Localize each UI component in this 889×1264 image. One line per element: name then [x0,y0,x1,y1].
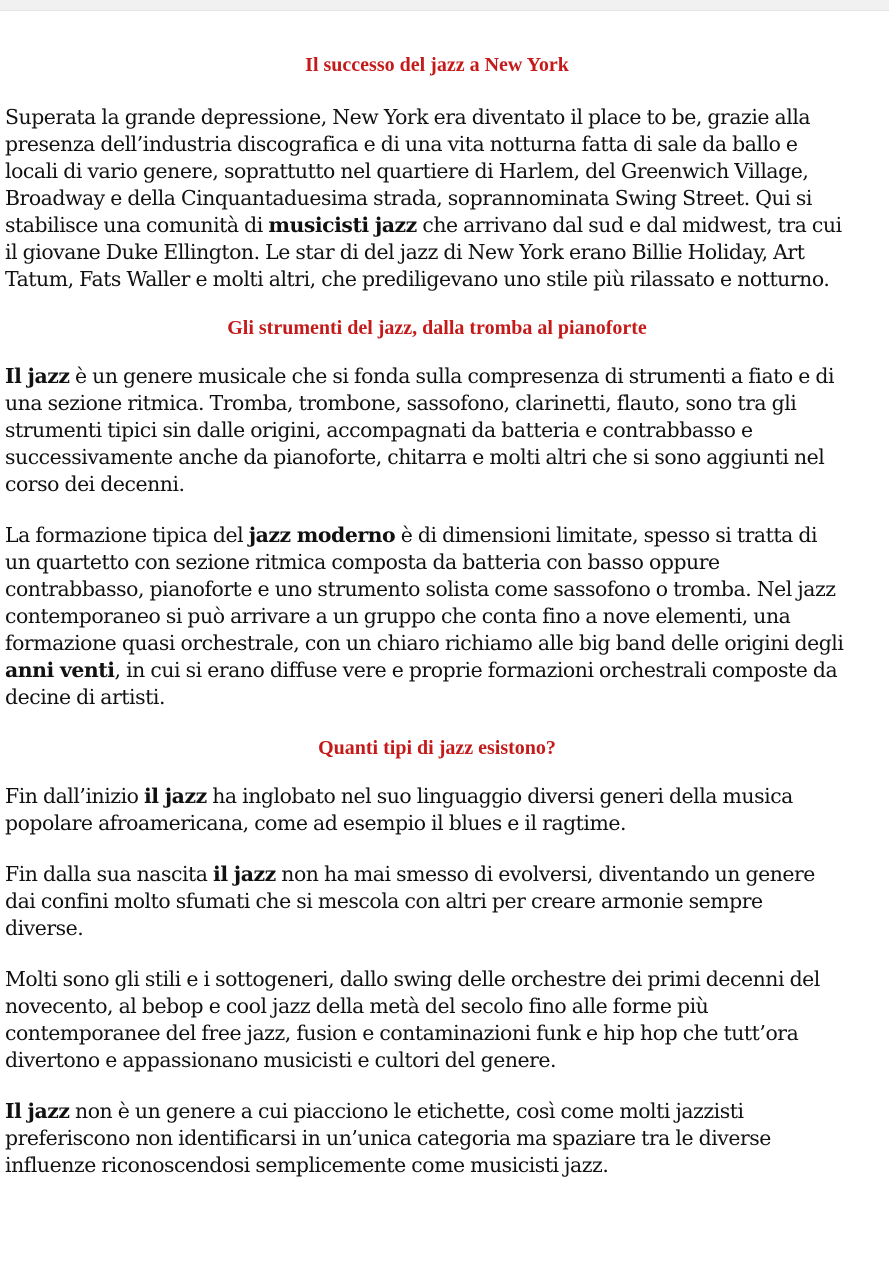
top-divider [0,0,889,11]
text-run: Superata la grande depressione, New York era diventato il place to be, grazie alla presenza dell’industria discografica e di una vita notturna fatta di sale da ballo e locali di vario genere, soprattutto nel quartiere di Harlem, del Greenwich Village, Broadway e della Cinquantaduesima strada, soprannominata Swing Street. Qui si stabilisce una comunità di [5,105,812,237]
bold-text-run: anni venti [5,658,115,682]
text-run: La formazione tipica del [5,523,249,547]
bold-text-run: jazz moderno [248,523,396,547]
section-heading-new-york: Il successo del jazz a New York [305,54,569,76]
paragraph-origini [5,783,845,837]
text-run: non ha mai smesso di evolversi, diventando un genere dai confini molto sfumati che si mescola con altri per creare armonie sempre diverse. [5,862,815,940]
bold-text-run: Il jazz [5,364,70,388]
bold-text-run: il jazz [144,784,207,808]
article [5,52,845,1179]
paragraph-new-york [5,104,845,293]
text-run: Fin dall’inizio [5,784,145,808]
text-run: non è un genere a cui piacciono le etichette, così come molti jazzisti preferiscono non identificarsi in un’unica categoria ma spaziare tra le diverse influenze riconoscendosi semplicemente come musicisti jazz. [5,1099,771,1177]
paragraph-etichette [5,1098,845,1179]
text-run: Fin dalla sua nascita [5,862,214,886]
text-run: , in cui si erano diffuse vere e proprie formazioni orchestrali composte da decine di artisti. [5,658,838,709]
paragraph-evoluzione [5,861,845,942]
text-run: che arrivano dal sud e dal midwest, tra cui il giovane Duke Ellington. Le star di del jazz di New York erano Billie Holiday, Art Tatum, Fats Waller e molti altri, che prediligevano uno stile più rilassato e notturno. [5,213,842,291]
text-run: ha inglobato nel suo linguaggio diversi generi della musica popolare afroamericana, come ad esempio il blues e il ragtime. [5,784,793,835]
bold-text-run: musicisti jazz [268,213,417,237]
bold-text-run: Il jazz [5,1099,70,1123]
paragraph-strumenti [5,363,845,498]
text-run: è di dimensioni limitate, spesso si tratta di un quartetto con sezione ritmica composta da batteria con basso oppure contrabbasso, pianoforte e uno strumento solista come sassofono o tromba. Nel jazz contemporaneo si può arrivare a un gruppo che conta fino a nove elementi, una formazione quasi orchestrale, con un chiaro richiamo alle big band delle origini degli [5,523,844,655]
section-heading-tipi: Quanti tipi di jazz esistono? [318,737,556,759]
bold-text-run: il jazz [213,862,276,886]
paragraph-formazione [5,522,845,711]
paragraph-stili: Molti sono gli stili e i sottogeneri, dallo swing delle orchestre dei primi decenni del novecento, al bebop e cool jazz della metà del secolo fino alle forme più contemporanee del free jazz, fusion e contaminazioni funk e hip hop che tutt’ora divertono e appassionano musicisti e cultori del genere. [5,967,820,1072]
text-run: è un genere musicale che si fonda sulla compresenza di strumenti a fiato e di una sezione ritmica. Tromba, trombone, sassofono, clarinetti, flauto, sono tra gli strumenti tipici sin dalle origini, accompagnati da batteria e contrabbasso e successivamente anche da pianoforte, chitarra e molti altri che si sono aggiunti nel corso dei decenni. [5,364,835,496]
section-heading-strumenti: Gli strumenti del jazz, dalla tromba al pianoforte [227,317,647,339]
